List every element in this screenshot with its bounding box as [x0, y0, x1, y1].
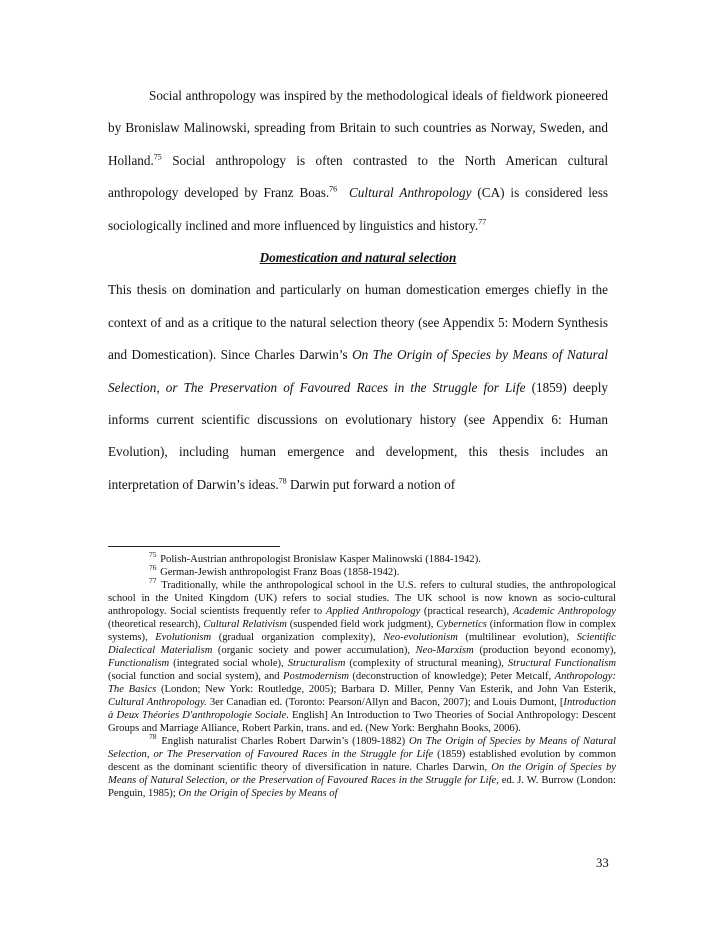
body-text [108, 80, 608, 501]
italic-term: Scientific Dialectical Materialism [108, 632, 617, 656]
text-run: (information flow in complex systems), [108, 619, 616, 643]
footnotes [108, 550, 617, 800]
text-run: (organic society and power accumulation), [217, 645, 411, 656]
text-run: (1859) deeply informs current scientific discussions on evolutionary history (see Appendix 6: Human Evolution), including human emergence and development, this thesis includes an interpretation of Darwin’s ideas. [108, 379, 608, 492]
footnote-number: 77 [149, 576, 157, 586]
section-heading: Domestication and natural selection [259, 250, 457, 266]
text-run: (practical research), [423, 606, 510, 617]
footnote-78 [108, 732, 616, 800]
text-run: . English] An Introduction to Two Theories of Social Anthropology: Descent Groups and Marriage Alliance, Robert Parkin, trans. and ed. (New York: Berghahn Books, 2006). [108, 710, 616, 734]
italic-book-title: On The Origin of Species by Means of Natural Selection, or The Preservation of Favoured Races in the Struggle for Life [108, 736, 616, 760]
italic-term: Cultural Relativism [203, 619, 287, 630]
page-number: 33 [596, 856, 609, 870]
italic-term: Academic Anthropology [512, 606, 616, 617]
text-run: 3er Canadian ed. (Toronto: Pearson/Allyn and Bacon, 2007); and Louis Dumont, [ [206, 697, 564, 708]
text-run: This thesis on domination and particularly on human domestication emerges chiefly in the context of and as a critique to the natural selection theory (see Appendix 5: Modern Synthesis and Domestication). Since Charles Darwin’s [108, 282, 608, 363]
italic-term: Neo-Marxism [415, 645, 474, 656]
text-run: (deconstruction of knowledge); Peter Metcalf, [352, 671, 552, 682]
italic-term: Structuralism [287, 658, 346, 669]
italic-term: Evolutionism [155, 632, 212, 643]
italic-book-title: On the Origin of Species by Means of Natural Selection, or the Preservation of Favoured Races in the Struggle for Life [108, 762, 616, 786]
italic-book-title: On the Origin of Species by Means of [178, 788, 338, 799]
paragraph-social-anthropology [108, 80, 608, 242]
paragraph-domestication [108, 274, 608, 501]
text-run: (complexity of structural meaning), [349, 658, 504, 669]
text-run: English naturalist Charles Robert Darwin’s (1809-1882) [161, 736, 406, 747]
text-run: Darwin put forward a notion of [286, 476, 456, 492]
text-run: Social anthropology is often contrasted to the North American cultural anthropology developed by Franz Boas. [108, 152, 608, 201]
text-run: (suspended field work judgment), [289, 619, 434, 630]
footnote-76 [108, 563, 616, 579]
text-run: (multilinear evolution), [465, 632, 570, 643]
text-run: (1859) established evolution by common descent as the dominant scientific theory of diversification in nature. Charles Darwin, [108, 749, 616, 773]
footnote-number: 75 [149, 550, 157, 560]
text-run: Social anthropology was inspired by the methodological ideals of fieldwork pioneered by Bronislaw Malinowski, spreading from Britain to such countries as Norway, Sweden, and Holland. [108, 88, 608, 168]
footnote-text: German-Jewish anthropologist Franz Boas (1858-1942). [160, 567, 400, 578]
italic-term: Applied Anthropology [325, 606, 421, 617]
footnote-77 [108, 576, 617, 735]
italic-term: Cybernetics [436, 619, 487, 630]
italic-term: Postmodernism [283, 671, 349, 682]
italic-book-title: Introduction à Deux Théories D'anthropologie Sociale [108, 697, 616, 721]
italic-book-title: Cultural Anthropology. [108, 697, 207, 708]
text-run: (CA) is considered less sociologically inclined and more influenced by linguistics and history. [108, 185, 608, 233]
footnote-text: Polish-Austrian anthropologist Bronislaw Kasper Malinowski (1884-1942). [160, 554, 481, 565]
text-run: (integrated social whole), [173, 658, 284, 669]
text-run: (social function and social system), and [108, 671, 280, 682]
footnote-ref-78[interactable]: 78 [278, 476, 287, 486]
footnote-ref-76[interactable]: 76 [329, 184, 338, 194]
footnote-ref-75[interactable]: 75 [153, 152, 162, 162]
text-run: Traditionally, while the anthropological school in the U.S. refers to cultural studies, the anthropological school in the United Kingdom (UK) refers to social studies. The UK school is now known as socio-cultural anthropology. Social scientists frequently refer to [108, 580, 616, 617]
text-run: (production beyond economy), [479, 645, 616, 656]
footnote-number: 78 [149, 732, 157, 742]
italic-term: Structural Functionalism [507, 658, 616, 669]
italic-book-title: On The Origin of Species by Means of Natural Selection, or The Preservation of Favoured Races in the Struggle for Life [108, 347, 608, 395]
footnote-75 [108, 550, 616, 566]
text-run: (theoretical research), [108, 619, 201, 630]
text-run: (London; New York: Routledge, 2005); Barbara D. Miller, Penny Van Esterik, and John Van Esterik, [161, 684, 616, 695]
italic-book-title: Anthropology: The Basics [108, 671, 616, 695]
footnote-ref-77[interactable]: 77 [478, 217, 487, 227]
italic-term: Neo-evolutionism [383, 632, 458, 643]
text-run: (gradual organization complexity), [218, 632, 376, 643]
footnote-separator [108, 546, 280, 547]
footnote-number: 76 [149, 563, 157, 573]
italic-term: Functionalism [108, 658, 170, 669]
text-run: , ed. J. W. Burrow (London: Penguin, 1985); [108, 775, 616, 799]
italic-term: Cultural Anthropology [349, 185, 472, 201]
